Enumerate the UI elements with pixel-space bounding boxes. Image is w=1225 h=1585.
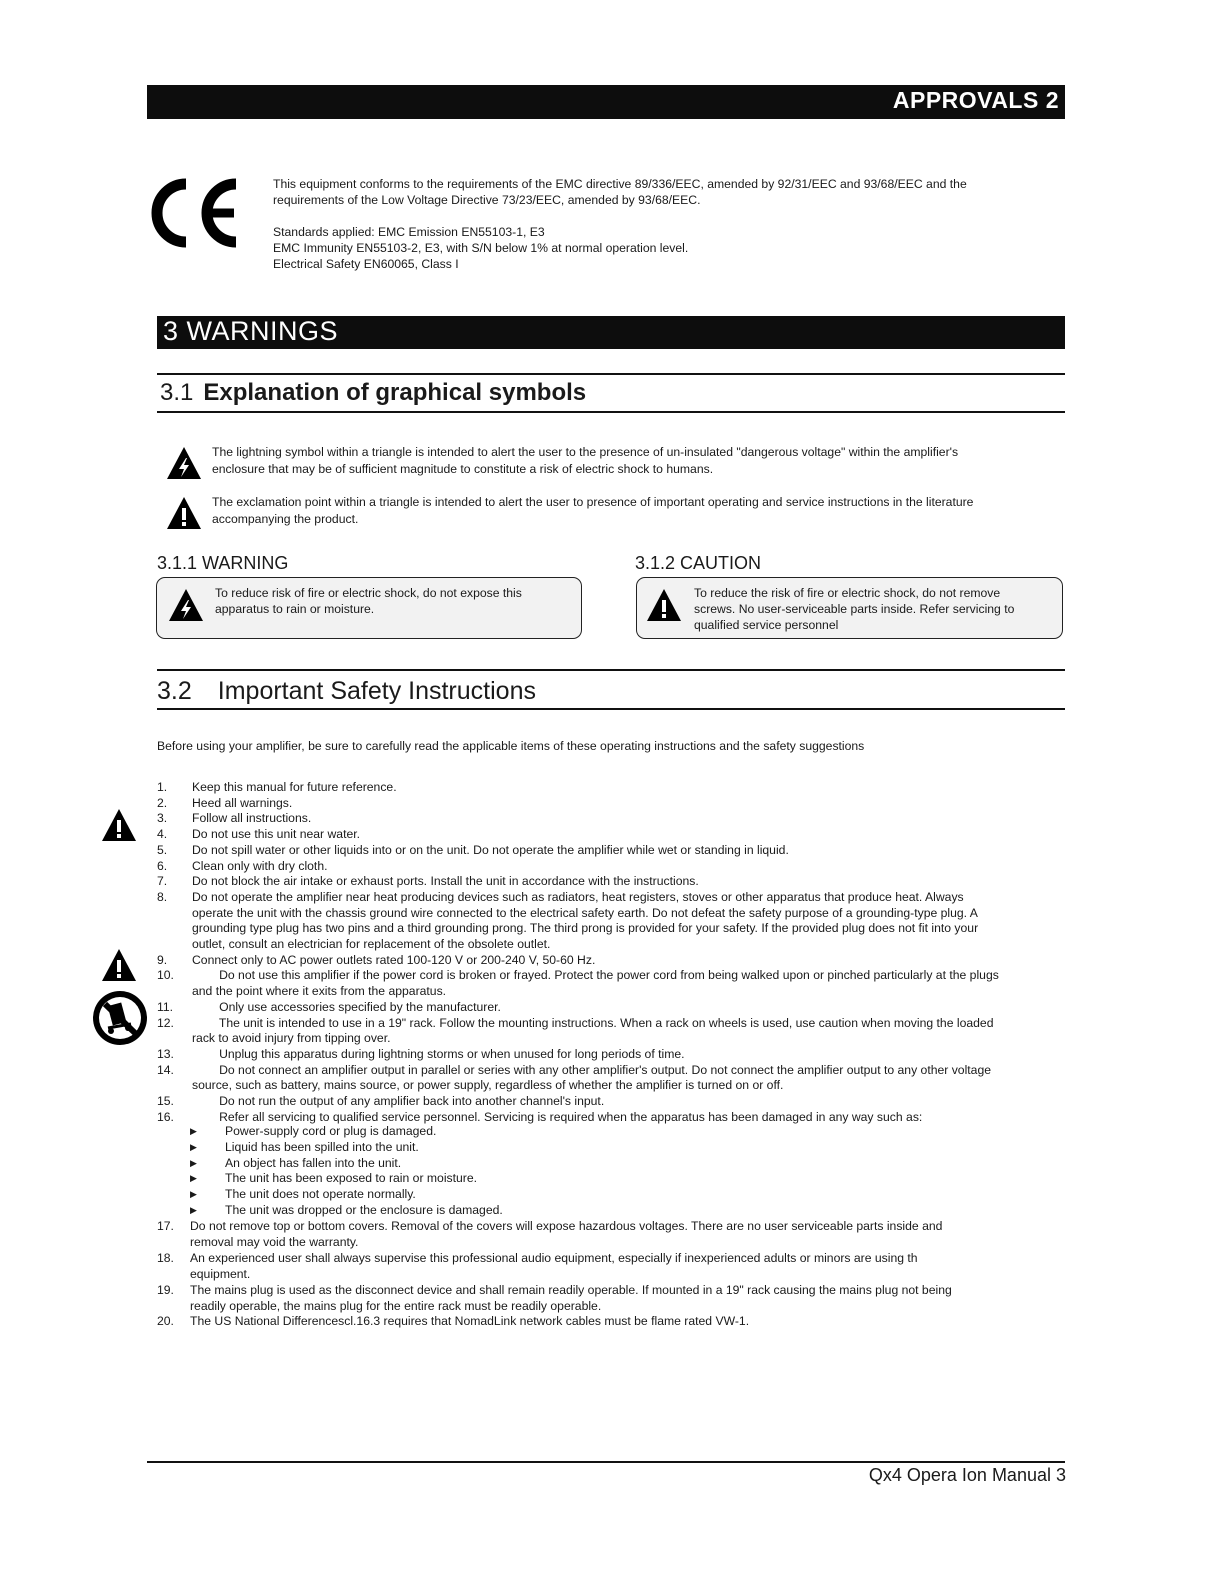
section-number: 3.1 (160, 379, 194, 406)
instruction-number: 13. (157, 1046, 174, 1061)
bullet-arrow-icon: ▶ (190, 1205, 197, 1215)
bullet-text: The unit does not operate normally. (225, 1187, 416, 1202)
warning-line: apparatus to rain or moisture. (215, 602, 375, 616)
footer-rule (147, 1461, 1065, 1463)
instruction-text: Only use accessories specified by the manufacturer. (192, 999, 501, 1014)
caution-heading: 3.1.2 CAUTION (635, 553, 762, 573)
instruction-number: 9. (157, 952, 168, 967)
instruction-text: Unplug this apparatus during lightning storms or when unused for long periods of time. (192, 1046, 685, 1061)
warning-box (156, 577, 582, 639)
caution-box-text (694, 585, 1014, 633)
instruction-text: Do not operate the amplifier near heat producing devices such as radiators, heat registers, stoves or other apparatus that produce heat. Always (192, 889, 964, 904)
section-32-heading (157, 677, 536, 706)
ce-line: Standards applied: EMC Emission EN55103-1, E3 (273, 225, 545, 239)
approvals-header-bar (147, 85, 1065, 119)
instruction-text: and the point where it exits from the apparatus. (192, 984, 447, 999)
section-title: Important Safety Instructions (217, 677, 536, 705)
instruction-text: Connect only to AC power outlets rated 100-120 V or 200-240 V, 50-60 Hz. (192, 952, 596, 967)
section-31-heading (160, 379, 586, 407)
instruction-number: 17. (157, 1219, 174, 1233)
bullet-text: An object has fallen into the unit. (225, 1155, 402, 1170)
bullet-arrow-icon: ▶ (190, 1157, 197, 1168)
instruction-number: 20. (157, 1314, 174, 1329)
bullet-text: Power-supply cord or plug is damaged. (225, 1124, 437, 1138)
safety-intro-text: Before using your amplifier, be sure to carefully read the applicable items of these operating instructions and the safety suggestions (157, 739, 865, 753)
ce-line: requirements of the Low Voltage Directive 73/23/EEC, amended by 93/68/EEC. (273, 193, 701, 207)
symbol-text-line: accompanying the product. (212, 512, 359, 526)
caution-box (636, 577, 1063, 639)
instruction-text: Do not remove top or bottom covers. Removal of the covers will expose hazardous voltages. There are no user serviceable parts inside and (190, 1219, 943, 1233)
warning-box-text (215, 585, 522, 617)
ce-conformity-text (273, 176, 1073, 272)
symbol-text-line: The lightning symbol within a triangle is intended to alert the user to the presence of un-insulated "dangerous voltage" within the amplifier's (212, 445, 959, 459)
lightning-warning-icon (166, 446, 202, 480)
ce-line: Electrical Safety EN60065, Class I (273, 257, 459, 271)
instruction-text: An experienced user shall always supervise this professional audio equipment, especially if inexperienced adults or minors are using th (190, 1250, 918, 1265)
warning-heading: 3.1.1 WARNING (157, 553, 289, 573)
instruction-number: 1. (157, 780, 168, 794)
section-rule (157, 708, 1065, 710)
instruction-text: The mains plug is used as the disconnect device and shall remain readily operable. If mounted in a 19" rack causing the mains plug not being (190, 1282, 952, 1297)
symbol-text-line: The exclamation point within a triangle is intended to alert the user to presence of important operating and service instructions in the literature (212, 495, 974, 509)
instruction-number: 11. (157, 999, 174, 1014)
caution-line: To reduce the risk of fire or electric shock, do not remove (694, 586, 1001, 600)
instruction-text: equipment. (190, 1266, 251, 1281)
lightning-symbol-text (212, 444, 958, 478)
instruction-number: 7. (157, 874, 168, 889)
page-footer: Qx4 Opera Ion Manual 3 (868, 1465, 1066, 1485)
lightning-warning-icon (168, 588, 204, 622)
instruction-text: Heed all warnings. (192, 795, 293, 810)
bullet-text: Liquid has been spilled into the unit. (225, 1139, 419, 1154)
section-rule (157, 669, 1065, 671)
instruction-number: 2. (157, 795, 168, 810)
instruction-text: Do not run the output of any amplifier back into another channel's input. (192, 1094, 605, 1108)
instruction-text: outlet, consult an electrician for replacement of the obsolete outlet. (192, 937, 551, 951)
instruction-number: 14. (157, 1062, 174, 1077)
section-rule (157, 411, 1065, 413)
cart-tip-over-warning-icon (91, 990, 149, 1048)
bullet-arrow-icon: ▶ (190, 1173, 197, 1184)
instruction-number: 6. (157, 858, 168, 873)
instruction-text: operate the unit with the chassis ground wire connected to the electrical safety earth. Do not defeat the safety purpose of a grounding-type plug. A (192, 905, 978, 920)
instruction-text: grounding type plug has two pins and a third grounding prong. The third prong is provided for your safety. If the provided plug does not fit into your (192, 921, 979, 936)
instruction-text: Refer all servicing to qualified service personnel. Servicing is required when the apparatus has been damaged in any way such as: (192, 1109, 923, 1124)
bullet-arrow-icon: ▶ (190, 1126, 197, 1136)
instruction-number: 19. (157, 1282, 174, 1297)
instruction-text: readily operable, the mains plug for the entire rack must be readily operable. (190, 1298, 602, 1313)
instruction-number: 12. (157, 1015, 174, 1030)
section-rule (157, 373, 1065, 375)
exclamation-warning-icon (101, 808, 137, 842)
section-title: Explanation of graphical symbols (203, 379, 587, 406)
ce-line: This equipment conforms to the requirements of the EMC directive 89/336/EEC, amended by 92/31/EEC and 93/68/EEC and the (273, 177, 967, 191)
instruction-text: Do not use this unit near water. (192, 827, 361, 842)
exclamation-warning-icon (101, 948, 137, 982)
instruction-number: 10. (157, 968, 174, 983)
caution-line: screws. No user-serviceable parts inside. Refer servicing to (694, 602, 1015, 616)
ce-line: EMC Immunity EN55103-2, E3, with S/N below 1% at normal operation level. (273, 241, 689, 255)
instruction-text: Keep this manual for future reference. (192, 780, 397, 794)
instruction-text: removal may void the warranty. (190, 1234, 359, 1249)
instruction-text: Do not block the air intake or exhaust ports. Install the unit in accordance with the instructions. (192, 874, 699, 889)
instruction-number: 16. (157, 1109, 174, 1124)
exclamation-warning-icon (166, 496, 202, 530)
instruction-text: Do not connect an amplifier output in parallel or series with any other amplifier's output. Do not connect the amplifier output to any other voltage (192, 1062, 992, 1077)
warnings-title: 3 WARNINGS (163, 316, 339, 346)
approvals-title: APPROVALS 2 (892, 87, 1059, 113)
bullet-text: The unit was dropped or the enclosure is damaged. (225, 1203, 503, 1217)
instruction-text: Do not spill water or other liquids into or on the unit. Do not operate the amplifier while wet or standing in liquid. (192, 842, 789, 857)
bullet-arrow-icon: ▶ (190, 1189, 197, 1200)
instruction-text: Follow all instructions. (192, 811, 312, 826)
instruction-number: 8. (157, 889, 168, 904)
symbol-text-line: enclosure that may be of sufficient magnitude to constitute a risk of electric shock to humans. (212, 462, 714, 476)
section-number: 3.2 (157, 677, 192, 705)
exclamation-warning-icon (646, 588, 682, 622)
exclamation-symbol-text (212, 494, 973, 528)
bullet-arrow-icon: ▶ (190, 1141, 197, 1152)
instruction-text: The unit is intended to use in a 19" rack. Follow the mounting instructions. When a rack on wheels is used, use caution when moving the loaded (192, 1015, 994, 1030)
instruction-number: 3. (157, 811, 168, 826)
instruction-number: 15. (157, 1094, 174, 1108)
warning-line: To reduce risk of fire or electric shock, do not expose this (215, 586, 522, 600)
instruction-text: rack to avoid injury from tipping over. (192, 1031, 391, 1046)
instruction-text: The US National Differencescl.16.3 requires that NomadLink network cables must be flame rated VW-1. (190, 1314, 750, 1329)
bullet-text: The unit has been exposed to rain or moisture. (225, 1171, 478, 1186)
instruction-number: 5. (157, 842, 168, 857)
instruction-number: 4. (157, 827, 168, 842)
warnings-section-bar (157, 316, 1065, 349)
ce-mark-icon (150, 178, 242, 248)
caution-line: qualified service personnel (694, 618, 839, 632)
instruction-text: Do not use this amplifier if the power cord is broken or frayed. Protect the power cord from being walked upon or pinched particularly at the plugs (192, 968, 999, 983)
instruction-number: 18. (157, 1250, 174, 1265)
instruction-text: source, such as battery, mains source, or power supply, regardless of whether the amplifier is turned on or off. (192, 1078, 784, 1093)
instruction-text: Clean only with dry cloth. (192, 858, 328, 873)
